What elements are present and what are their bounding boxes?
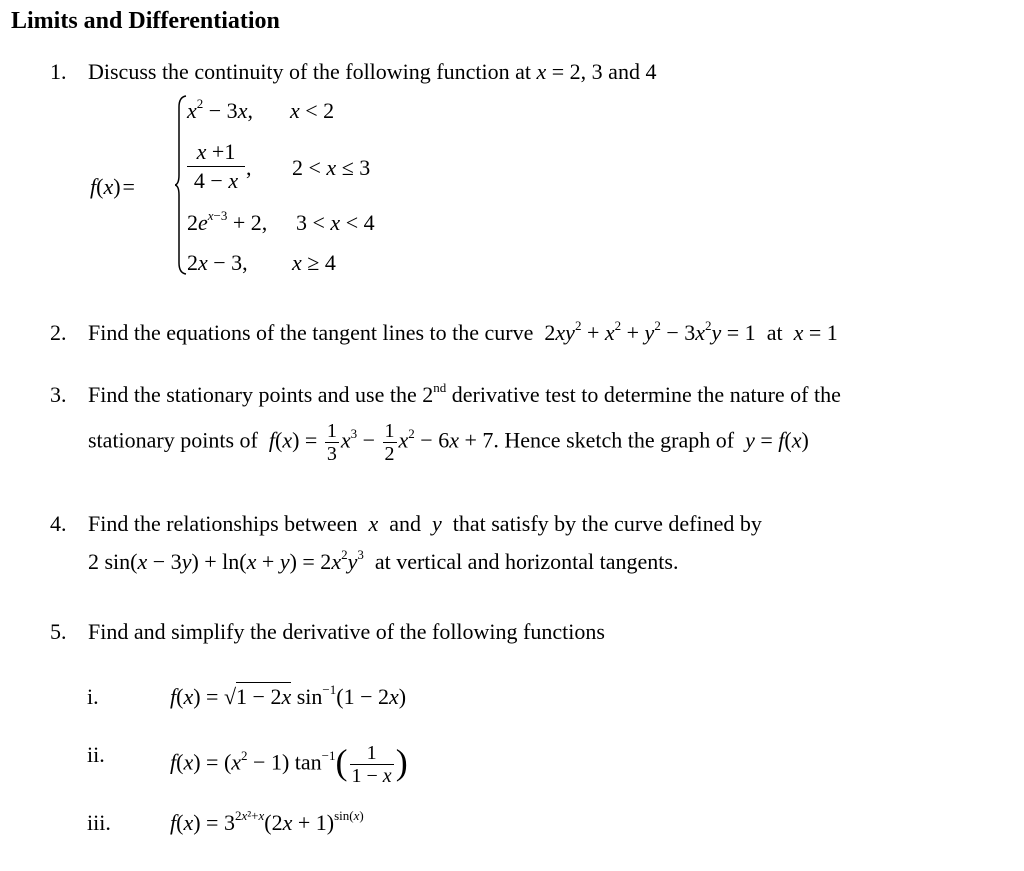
question-number: 1. (50, 59, 67, 84)
question-number: 5. (50, 619, 67, 644)
item-i-expr: f(x) = √1 − 2x $\sin^{-1}(1 - 2x)$ (170, 682, 407, 709)
page-title: Limits and Differentiation (11, 8, 280, 34)
question-3-line-2: stationary points of f(x) = $\frac{1}{3}$ $x^3$ − $\frac{1}{2}$ $x^2 - 6x + 7$. Hence sketch the graph of y = f(x) (88, 420, 809, 465)
item-iii-expr: $f(x) = 3^{2x^2+x}(2x + 1)^{sin(x)}$ (170, 808, 364, 835)
piece-2-cond: 2 < x ≤ 3 (292, 155, 371, 180)
piece-1-expr: $x^2 - 3x$, (187, 96, 253, 123)
piece-3-cond: 3 < x < 4 (296, 210, 375, 235)
question-text: Find the stationary points and use the 2nd derivative test to determine the nature of the (88, 380, 841, 407)
left-brace (175, 95, 187, 275)
piece-3-expr: $2e^{x-3} + 2$, (187, 208, 268, 235)
question-number: 3. (50, 382, 67, 407)
item-ii-expr: $f(x) = (x^2 - 1)$ $\tan^{-1}$( $\frac{1}{1 - x}$ ) (170, 741, 408, 787)
fraction-one-third: $\frac{1}{3}$ (326, 420, 337, 465)
question-number: 4. (50, 511, 67, 536)
item-iii-label: iii. (87, 810, 111, 835)
piece-4-cond: x ≥ 4 (292, 250, 336, 275)
piece-2-fraction: $\frac{x +1}{4 - x}$ (187, 138, 245, 195)
item-i-label: i. (87, 684, 99, 709)
piece-4-expr: 2x − 3, (187, 250, 248, 275)
question-text: Find the relationships between x and y that satisfy by the curve defined by (88, 511, 762, 536)
fraction-one-over-one-minus-x: $\frac{1}{1 - x}$ (351, 742, 392, 787)
question-text: Find and simplify the derivative of the following functions (88, 619, 605, 644)
piece-2-comma: , (246, 155, 252, 180)
question-4-line-2: 2 $\sin(x - 3y) + \ln(x + y) = 2x^2y^3$ at vertical and horizontal tangents. (88, 547, 679, 574)
item-ii-label: ii. (87, 742, 105, 767)
question-number: 2. (50, 320, 67, 345)
question-text: Discuss the continuity of the following function at x = 2, 3 and 4 (88, 59, 657, 84)
piece-1-cond: x < 2 (290, 98, 335, 123)
fraction-one-half: $\frac{1}{2}$ (384, 420, 395, 465)
question-text: Find the equations of the tangent lines to the curve $2xy^2 + x^2 + y^2 - 3x^2y = 1$ at x = 1 (88, 318, 838, 345)
piecewise-lhs: f(x)= (90, 174, 135, 199)
